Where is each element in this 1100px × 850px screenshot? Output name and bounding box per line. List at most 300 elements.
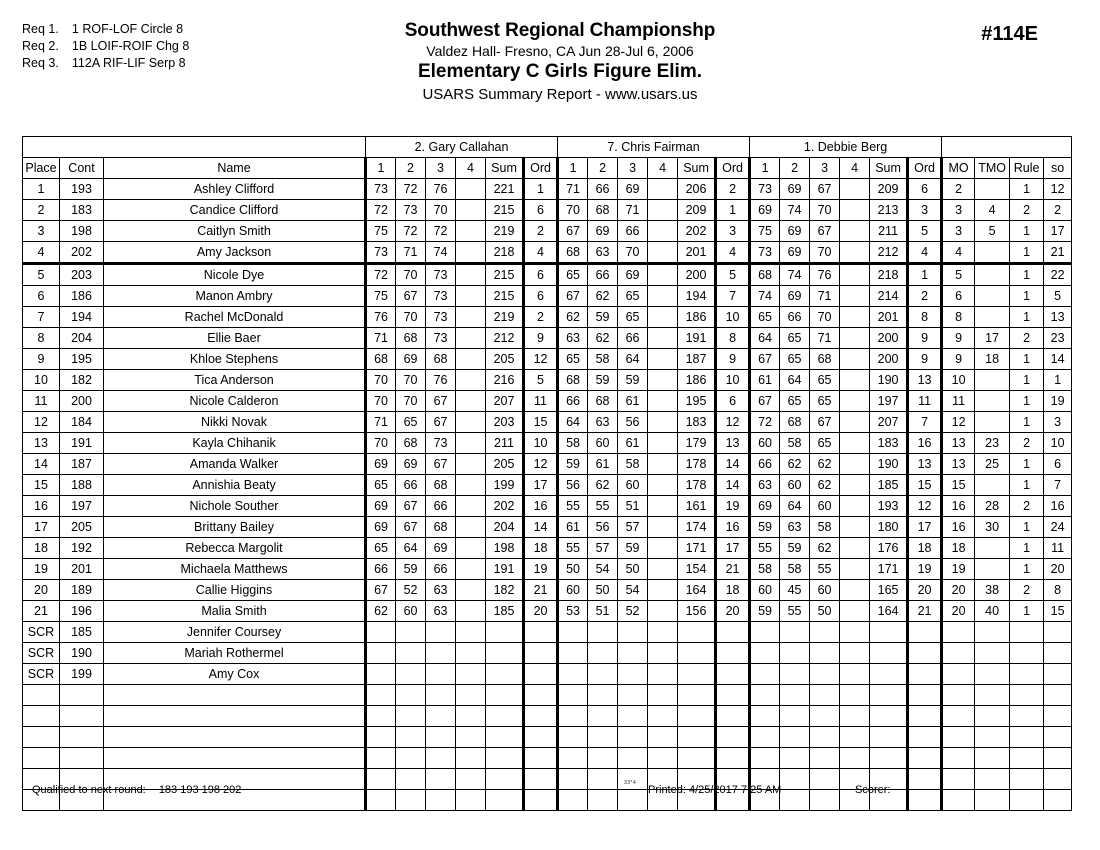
cell-j3-fig3 <box>810 622 840 643</box>
cell-j1-fig1: 66 <box>366 559 396 580</box>
cell-mo: 9 <box>942 349 975 370</box>
requirement-label: Req <box>22 22 45 36</box>
cell-j2-ord <box>716 706 750 727</box>
cell-tmo: 17 <box>975 328 1010 349</box>
cell-cont: 202 <box>60 242 104 264</box>
cell-rule: 1 <box>1010 538 1044 559</box>
cell-j1-ord: 21 <box>524 580 558 601</box>
cell-j3-ord: 15 <box>908 475 942 496</box>
table-row[interactable] <box>23 643 1072 664</box>
cell-j2-sum: 178 <box>678 454 716 475</box>
table-row-empty[interactable] <box>23 748 1072 769</box>
cell-j1-ord: 15 <box>524 412 558 433</box>
cell-j3-ord: 18 <box>908 538 942 559</box>
cell-j3-fig3 <box>810 664 840 685</box>
cell-j1-fig4 <box>456 307 486 328</box>
table-row[interactable] <box>23 370 1072 391</box>
cell-tmo <box>975 748 1010 769</box>
cell-j3-fig4 <box>840 264 870 286</box>
cell-j3-fig4 <box>840 328 870 349</box>
cell-cont: 193 <box>60 179 104 200</box>
cell-j3-sum: 171 <box>870 559 908 580</box>
cell-mo: 18 <box>942 538 975 559</box>
cell-j1-blank <box>396 727 426 748</box>
cell-j1-fig3: 63 <box>426 601 456 622</box>
table-row[interactable] <box>23 221 1072 242</box>
cell-j3-fig2: 74 <box>780 264 810 286</box>
cell-j3-fig4 <box>840 221 870 242</box>
cell-j1-fig1 <box>366 664 396 685</box>
cell-j3-fig3: 70 <box>810 242 840 264</box>
cell-place: 6 <box>23 286 60 307</box>
cell-j2-ord: 7 <box>716 286 750 307</box>
cell-j2-fig4 <box>648 242 678 264</box>
cell-j3-sum: 197 <box>870 391 908 412</box>
cell-j2-fig4 <box>648 496 678 517</box>
cell-j3-ord <box>908 643 942 664</box>
cell-rule <box>1010 664 1044 685</box>
cell-j3-blank <box>870 748 908 769</box>
cell-j2-blank <box>618 748 648 769</box>
cell-j2-fig3: 65 <box>618 307 648 328</box>
cell-j3-fig3: 60 <box>810 580 840 601</box>
cell-j1-fig3: 73 <box>426 328 456 349</box>
cell-j1-ord <box>524 727 558 748</box>
cell-mo <box>942 664 975 685</box>
cell-j2-sum: 174 <box>678 517 716 538</box>
cell-j3-fig2: 64 <box>780 496 810 517</box>
cell-j3-fig1: 69 <box>750 200 780 221</box>
footer <box>0 780 1100 804</box>
cell-j1-fig4 <box>456 221 486 242</box>
cell-j1-ord <box>524 685 558 706</box>
cell-j1-fig1: 69 <box>366 454 396 475</box>
cell-j1-sum: 205 <box>486 454 524 475</box>
cell-j1-sum: 211 <box>486 433 524 454</box>
cell-j2-blank <box>618 685 648 706</box>
cell-j3-ord: 9 <box>908 349 942 370</box>
cell-so: 24 <box>1044 517 1072 538</box>
table-row[interactable] <box>23 286 1072 307</box>
cell-j2-fig2: 63 <box>588 242 618 264</box>
cell-rule: 1 <box>1010 264 1044 286</box>
table-row[interactable] <box>23 179 1072 200</box>
column-header-j2-sum: Sum <box>678 158 716 179</box>
cell-j2-fig2: 63 <box>588 412 618 433</box>
cell-j3-sum: 214 <box>870 286 908 307</box>
table-row-empty[interactable] <box>23 706 1072 727</box>
cell-j2-blank <box>678 685 716 706</box>
cell-j3-sum: 185 <box>870 475 908 496</box>
table-row[interactable] <box>23 601 1072 622</box>
report-subtitle: USARS Summary Report - www.usars.us <box>422 86 698 103</box>
cell-j2-fig2: 61 <box>588 454 618 475</box>
cell-j3-ord: 17 <box>908 517 942 538</box>
cell-j3-fig1: 74 <box>750 286 780 307</box>
cell-j3-sum: 207 <box>870 412 908 433</box>
cell-name <box>104 727 366 748</box>
table-row[interactable] <box>23 538 1072 559</box>
cell-j1-fig1: 62 <box>366 601 396 622</box>
cell-cont: 195 <box>60 349 104 370</box>
cell-j2-fig3: 64 <box>618 349 648 370</box>
cell-rule: 1 <box>1010 517 1044 538</box>
cell-j3-fig1: 63 <box>750 475 780 496</box>
cell-rule <box>1010 748 1044 769</box>
judge-band-spacer <box>23 137 366 158</box>
cell-j2-ord: 19 <box>716 496 750 517</box>
table-row[interactable] <box>23 622 1072 643</box>
cell-j1-blank <box>396 685 426 706</box>
cell-j2-fig3: 56 <box>618 412 648 433</box>
cell-j2-fig2: 57 <box>588 538 618 559</box>
scorer-label: Scorer: <box>855 784 891 796</box>
cell-j1-ord <box>524 748 558 769</box>
cell-cont: 188 <box>60 475 104 496</box>
column-header-so: so <box>1044 158 1072 179</box>
column-header-j2-f4: 4 <box>648 158 678 179</box>
cell-j3-fig2: 45 <box>780 580 810 601</box>
cell-cont: 189 <box>60 580 104 601</box>
cell-j2-ord <box>716 727 750 748</box>
cell-j2-sum: 154 <box>678 559 716 580</box>
cell-j2-fig4 <box>648 264 678 286</box>
cell-j1-fig1: 68 <box>366 349 396 370</box>
cell-j1-blank <box>456 685 486 706</box>
cell-j1-blank <box>396 748 426 769</box>
cell-j1-sum <box>486 664 524 685</box>
cell-place: 18 <box>23 538 60 559</box>
cell-j1-fig3: 73 <box>426 286 456 307</box>
cell-so <box>1044 748 1072 769</box>
cell-j2-fig1: 60 <box>558 580 588 601</box>
cell-j1-fig2 <box>396 643 426 664</box>
cell-j2-blank <box>618 727 648 748</box>
table-row[interactable] <box>23 391 1072 412</box>
column-header-rule: Rule <box>1010 158 1044 179</box>
cell-j1-fig3: 68 <box>426 475 456 496</box>
cell-so: 12 <box>1044 179 1072 200</box>
cell-j1-ord: 14 <box>524 517 558 538</box>
table-row[interactable] <box>23 328 1072 349</box>
table-row[interactable] <box>23 475 1072 496</box>
cell-j3-fig3: 62 <box>810 538 840 559</box>
cell-j1-fig4 <box>456 391 486 412</box>
cell-place: 2 <box>23 200 60 221</box>
venue-and-dates: Valdez Hall- Fresno, CA Jun 28-Jul 6, 2006 <box>426 43 694 59</box>
cell-j1-ord: 1 <box>524 179 558 200</box>
cell-j3-ord: 8 <box>908 307 942 328</box>
cell-j3-fig4 <box>840 622 870 643</box>
cell-j2-fig3: 59 <box>618 538 648 559</box>
cell-j3-fig4 <box>840 200 870 221</box>
cell-j1-ord: 9 <box>524 328 558 349</box>
cell-j1-fig1: 73 <box>366 179 396 200</box>
cell-j1-fig2: 69 <box>396 454 426 475</box>
cell-so: 6 <box>1044 454 1072 475</box>
cell-j1-fig2: 67 <box>396 496 426 517</box>
cell-j1-fig1: 75 <box>366 221 396 242</box>
cell-j3-fig4 <box>840 643 870 664</box>
cell-j2-fig3: 66 <box>618 221 648 242</box>
cell-j2-fig2: 66 <box>588 264 618 286</box>
cell-name: Tica Anderson <box>104 370 366 391</box>
cell-j3-fig2: 69 <box>780 221 810 242</box>
cell-j1-fig4 <box>456 286 486 307</box>
cell-tmo <box>975 391 1010 412</box>
table-row[interactable] <box>23 242 1072 264</box>
cell-j1-fig2: 66 <box>396 475 426 496</box>
cell-j3-sum: 209 <box>870 179 908 200</box>
cell-j2-ord: 17 <box>716 538 750 559</box>
cell-mo <box>942 685 975 706</box>
requirement-label: Req <box>22 56 45 71</box>
cell-j3-fig3: 70 <box>810 307 840 328</box>
cell-j1-sum: 185 <box>486 601 524 622</box>
cell-j2-fig2: 56 <box>588 517 618 538</box>
cell-j3-fig1 <box>750 664 780 685</box>
table-row[interactable] <box>23 412 1072 433</box>
cell-j2-ord: 21 <box>716 559 750 580</box>
cell-so: 1 <box>1044 370 1072 391</box>
cell-j3-fig2: 69 <box>780 286 810 307</box>
table-row[interactable] <box>23 580 1072 601</box>
cell-name: Rebecca Margolit <box>104 538 366 559</box>
cell-j3-fig4 <box>840 517 870 538</box>
cell-so: 22 <box>1044 264 1072 286</box>
cell-j3-sum <box>870 622 908 643</box>
cell-place: 3 <box>23 221 60 242</box>
cell-j1-ord: 6 <box>524 264 558 286</box>
cell-j1-fig1: 65 <box>366 538 396 559</box>
cell-name: Nicole Calderon <box>104 391 366 412</box>
cell-mo: 6 <box>942 286 975 307</box>
cell-mo <box>942 622 975 643</box>
cell-place: 13 <box>23 433 60 454</box>
cell-rule <box>1010 622 1044 643</box>
cell-j2-blank <box>588 685 618 706</box>
cell-mo: 2 <box>942 179 975 200</box>
cell-j2-fig1: 58 <box>558 433 588 454</box>
cell-j1-sum: 203 <box>486 412 524 433</box>
cell-j2-fig4 <box>648 349 678 370</box>
table-row[interactable] <box>23 307 1072 328</box>
cell-j2-fig2: 59 <box>588 307 618 328</box>
cell-j2-ord: 9 <box>716 349 750 370</box>
table-row[interactable] <box>23 433 1072 454</box>
cell-rule: 2 <box>1010 496 1044 517</box>
table-row[interactable] <box>23 664 1072 685</box>
cell-j2-sum: 178 <box>678 475 716 496</box>
cell-j2-sum: 201 <box>678 242 716 264</box>
column-header-name: Name <box>104 158 366 179</box>
cell-j2-fig1 <box>558 622 588 643</box>
cell-j3-fig4 <box>840 370 870 391</box>
cell-cont: 191 <box>60 433 104 454</box>
table-row-empty[interactable] <box>23 727 1072 748</box>
cell-place: 4 <box>23 242 60 264</box>
cell-j1-fig4 <box>456 412 486 433</box>
requirement-text: 1 ROF-LOF Circle 8 <box>71 22 184 36</box>
cell-name: Caitlyn Smith <box>104 221 366 242</box>
cell-j1-fig2 <box>396 622 426 643</box>
table-row[interactable] <box>23 517 1072 538</box>
judge-band-row <box>23 137 1072 158</box>
cell-cont: 192 <box>60 538 104 559</box>
cell-j2-fig1: 68 <box>558 242 588 264</box>
cell-j3-ord: 20 <box>908 580 942 601</box>
cell-rule: 2 <box>1010 433 1044 454</box>
cell-j3-sum: 190 <box>870 370 908 391</box>
cell-j1-fig2: 70 <box>396 307 426 328</box>
cell-rule: 1 <box>1010 286 1044 307</box>
cell-j3-blank <box>780 685 810 706</box>
cell-j3-fig3: 55 <box>810 559 840 580</box>
table-row[interactable] <box>23 349 1072 370</box>
column-header-j3-f4: 4 <box>840 158 870 179</box>
cell-j3-fig3: 50 <box>810 601 840 622</box>
cell-j2-fig1: 68 <box>558 370 588 391</box>
cell-j3-fig1: 67 <box>750 391 780 412</box>
cell-j2-ord: 14 <box>716 454 750 475</box>
cell-j2-sum: 191 <box>678 328 716 349</box>
cell-j2-sum <box>678 664 716 685</box>
cell-j1-fig4 <box>456 328 486 349</box>
cell-j1-fig4 <box>456 454 486 475</box>
cell-j2-ord <box>716 622 750 643</box>
requirement-number: 2. <box>48 39 59 54</box>
cell-j3-ord: 9 <box>908 328 942 349</box>
cell-j1-blank <box>456 748 486 769</box>
cell-j2-fig1: 61 <box>558 517 588 538</box>
cell-rule: 1 <box>1010 349 1044 370</box>
cell-j3-fig1: 66 <box>750 454 780 475</box>
cell-name: Candice Clifford <box>104 200 366 221</box>
cell-cont <box>60 748 104 769</box>
cell-j3-blank <box>750 685 780 706</box>
cell-j2-fig3: 69 <box>618 179 648 200</box>
cell-j1-fig3: 72 <box>426 221 456 242</box>
cell-so: 17 <box>1044 221 1072 242</box>
cell-j1-blank <box>426 685 456 706</box>
cell-name: Mariah Rothermel <box>104 643 366 664</box>
cell-so: 11 <box>1044 538 1072 559</box>
cell-j1-sum: 215 <box>486 264 524 286</box>
cell-mo: 16 <box>942 517 975 538</box>
cell-j1-fig3: 68 <box>426 349 456 370</box>
cell-j1-fig2: 68 <box>396 433 426 454</box>
cell-j3-ord: 6 <box>908 179 942 200</box>
cell-rule: 1 <box>1010 412 1044 433</box>
cell-j3-fig3: 71 <box>810 286 840 307</box>
cell-j3-fig2: 74 <box>780 200 810 221</box>
cell-j2-fig1: 66 <box>558 391 588 412</box>
cell-j3-sum: 200 <box>870 328 908 349</box>
print-artifact-mark: 33*4 <box>624 780 637 786</box>
table-row-empty[interactable] <box>23 685 1072 706</box>
cell-place <box>23 706 60 727</box>
table-row[interactable] <box>23 454 1072 475</box>
cell-j1-fig2: 65 <box>396 412 426 433</box>
cell-j2-ord: 4 <box>716 242 750 264</box>
cell-j1-sum: 182 <box>486 580 524 601</box>
cell-place: SCR <box>23 664 60 685</box>
cell-name: Nikki Novak <box>104 412 366 433</box>
cell-j1-fig4 <box>456 496 486 517</box>
cell-j3-blank <box>870 706 908 727</box>
cell-j2-fig3 <box>618 643 648 664</box>
cell-j2-fig4 <box>648 559 678 580</box>
cell-j1-fig4 <box>456 349 486 370</box>
table-row[interactable] <box>23 496 1072 517</box>
column-header-j3-f1: 1 <box>750 158 780 179</box>
cell-j1-fig2: 60 <box>396 601 426 622</box>
cell-cont: 182 <box>60 370 104 391</box>
cell-name <box>104 706 366 727</box>
cell-j1-ord <box>524 643 558 664</box>
cell-j2-fig3: 66 <box>618 328 648 349</box>
cell-j3-ord <box>908 748 942 769</box>
cell-j2-sum: 186 <box>678 307 716 328</box>
cell-j1-fig4 <box>456 264 486 286</box>
cell-j3-ord: 7 <box>908 412 942 433</box>
cell-j2-blank <box>588 748 618 769</box>
cell-j3-fig1: 55 <box>750 538 780 559</box>
cell-j1-fig4 <box>456 433 486 454</box>
cell-j1-fig1: 69 <box>366 517 396 538</box>
event-code: #114E <box>981 23 1038 45</box>
cell-j3-ord <box>908 664 942 685</box>
cell-j3-sum: 180 <box>870 517 908 538</box>
cell-cont <box>60 727 104 748</box>
cell-so: 3 <box>1044 412 1072 433</box>
cell-j2-fig1: 62 <box>558 307 588 328</box>
cell-name: Nichole Souther <box>104 496 366 517</box>
cell-j3-fig3: 70 <box>810 200 840 221</box>
table-row[interactable] <box>23 200 1072 221</box>
cell-j1-sum: 212 <box>486 328 524 349</box>
cell-j3-blank <box>840 706 870 727</box>
cell-j3-sum: 211 <box>870 221 908 242</box>
cell-tmo <box>975 706 1010 727</box>
cell-j1-blank <box>486 706 524 727</box>
cell-j3-fig2: 69 <box>780 179 810 200</box>
cell-j1-fig4 <box>456 601 486 622</box>
cell-j1-fig4 <box>456 370 486 391</box>
cell-j3-blank <box>840 727 870 748</box>
cell-place: 16 <box>23 496 60 517</box>
table-row[interactable] <box>23 559 1072 580</box>
cell-j1-fig3: 70 <box>426 200 456 221</box>
judge-header-1: 2. Gary Callahan <box>366 137 558 158</box>
cell-j3-fig4 <box>840 496 870 517</box>
table-row[interactable] <box>23 264 1072 286</box>
cell-j3-fig3: 62 <box>810 454 840 475</box>
cell-j1-ord: 11 <box>524 391 558 412</box>
judge-header-3: 1. Debbie Berg <box>750 137 942 158</box>
cell-j1-blank <box>486 748 524 769</box>
cell-j3-sum: 201 <box>870 307 908 328</box>
column-header-j1-f4: 4 <box>456 158 486 179</box>
cell-j1-fig4 <box>456 538 486 559</box>
cell-cont: 203 <box>60 264 104 286</box>
cell-j3-ord <box>908 685 942 706</box>
cell-j1-sum: 198 <box>486 538 524 559</box>
cell-tmo <box>975 412 1010 433</box>
cell-j1-fig2: 52 <box>396 580 426 601</box>
cell-j1-ord <box>524 706 558 727</box>
cell-j2-ord: 20 <box>716 601 750 622</box>
